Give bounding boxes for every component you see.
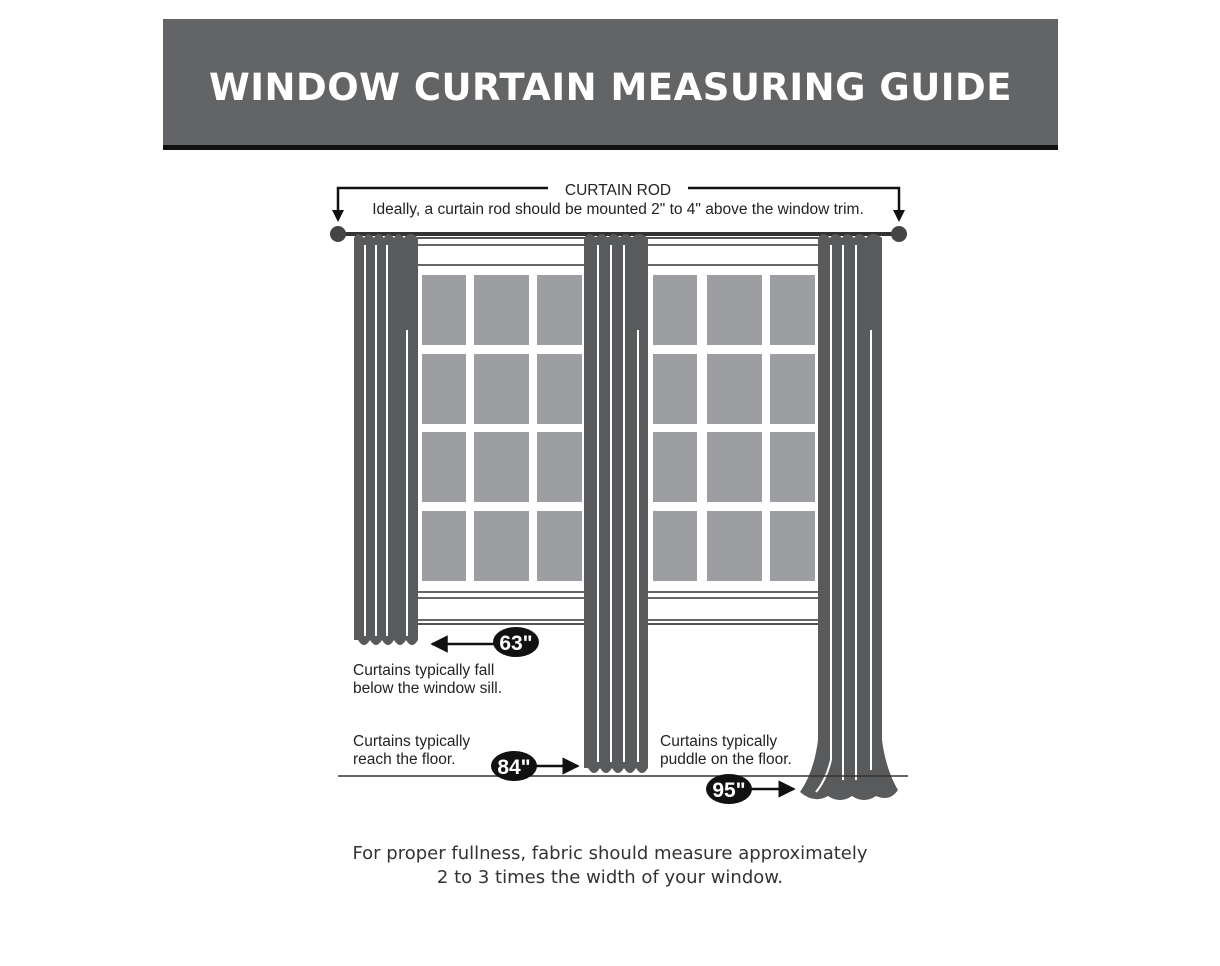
length-63-caption-1: Curtains typically fall	[353, 662, 495, 679]
window-pane	[653, 354, 697, 424]
window-pane	[707, 275, 762, 345]
window-pane	[707, 511, 762, 581]
length-84-caption-2: reach the floor.	[353, 751, 456, 768]
footnote-line-2: 2 to 3 times the width of your window.	[436, 867, 784, 888]
window-pane	[422, 354, 466, 424]
window-pane	[422, 275, 466, 345]
window-pane	[537, 275, 582, 345]
curtain-left	[354, 234, 418, 645]
length-63-caption-2: below the window sill.	[353, 680, 503, 697]
right-finial-icon	[891, 226, 907, 242]
fullness-footnote	[300, 842, 920, 890]
length-95-caption-2: puddle on the floor.	[660, 751, 792, 768]
window-pane	[474, 354, 529, 424]
window-pane	[537, 511, 582, 581]
window-pane	[770, 432, 815, 502]
window-pane	[770, 275, 815, 345]
length-95-value: 95"	[712, 779, 746, 802]
left-arrowhead-icon	[332, 210, 344, 222]
window-pane	[474, 432, 529, 502]
guide-title: WINDOW CURTAIN MEASURING GUIDE	[208, 65, 1013, 109]
curtain-middle	[584, 234, 648, 773]
window-pane	[537, 432, 582, 502]
window-pane	[422, 511, 466, 581]
length-84-value: 84"	[497, 756, 531, 779]
rod-note: Ideally, a curtain rod should be mounted 2" to 4" above the window trim.	[372, 201, 864, 218]
window-pane	[707, 432, 762, 502]
window-pane	[707, 354, 762, 424]
length-84-caption-1: Curtains typically	[353, 733, 471, 750]
left-finial-icon	[330, 226, 346, 242]
length-95-caption-1: Curtains typically	[660, 733, 778, 750]
right-arrowhead-icon	[893, 210, 905, 222]
window-pane	[770, 511, 815, 581]
window-pane	[653, 275, 697, 345]
rod-dimension	[332, 182, 905, 222]
length-95-marker	[706, 774, 794, 804]
window-pane	[770, 354, 815, 424]
window-pane	[653, 432, 697, 502]
window-pane	[474, 275, 529, 345]
length-63-value: 63"	[499, 632, 533, 655]
window-pane	[422, 432, 466, 502]
rod-label: CURTAIN ROD	[564, 182, 672, 199]
length-63-marker	[432, 627, 539, 657]
footnote-line-1: For proper fullness, fabric should measure approximately	[352, 843, 868, 864]
window-pane	[474, 511, 529, 581]
window-pane	[537, 354, 582, 424]
window-pane	[653, 511, 697, 581]
